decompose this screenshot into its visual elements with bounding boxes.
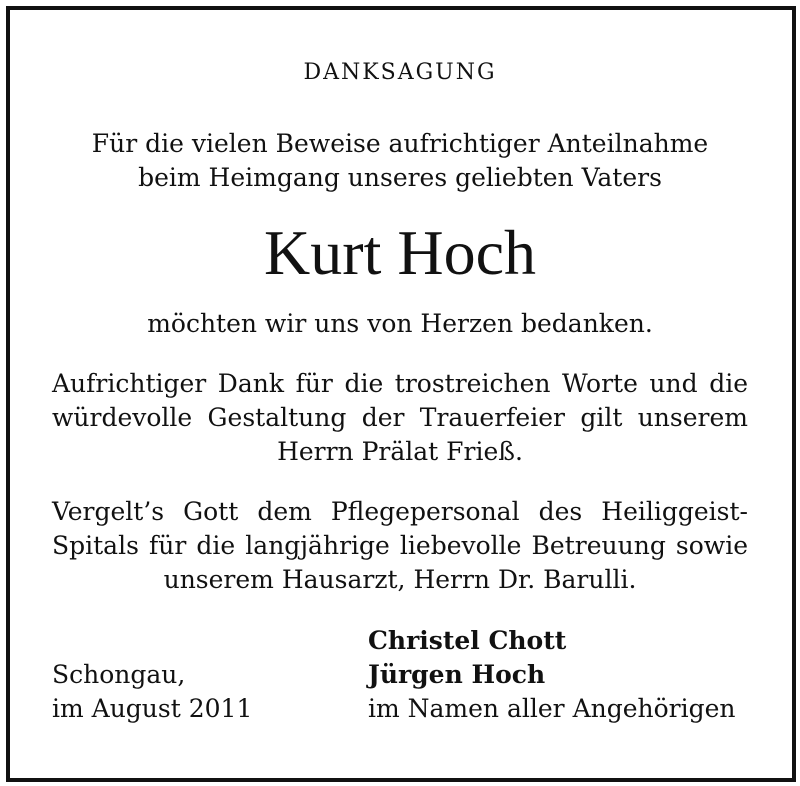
- thanks-line: möchten wir uns von Herzen bedanken.: [147, 309, 653, 338]
- intro-line: Für die vielen Beweise aufrichtiger Anteilnahme: [91, 129, 709, 158]
- date: im August 2011: [52, 694, 253, 723]
- paragraph-line: Vergelt’s Gott dem Pflegepersonal des Heiliggeist-: [52, 497, 748, 526]
- paragraph-line: würdevolle Gestaltung der Trauerfeier gilt unserem: [52, 403, 748, 432]
- place: Schongau,: [52, 660, 186, 689]
- signatures: [368, 624, 736, 726]
- paragraph-thanks-care: [52, 495, 748, 597]
- signatory-name: Jürgen Hoch: [368, 660, 546, 689]
- intro-text: [0, 127, 800, 195]
- intro-line: beim Heimgang unseres geliebten Vaters: [138, 163, 662, 192]
- deceased-name: Kurt Hoch: [264, 217, 536, 288]
- paragraph-line: unserem Hausarzt, Herrn Dr. Barulli.: [163, 565, 637, 594]
- place-date: [52, 658, 252, 726]
- paragraph-line: Aufrichtiger Dank für die trostreichen Worte und die: [52, 369, 748, 398]
- notice-heading: DANKSAGUNG: [303, 60, 497, 85]
- signatory-name: Christel Chott: [368, 626, 567, 655]
- paragraph-line: Spitals für die langjährige liebevolle Betreuung sowie: [52, 531, 748, 560]
- signature-note: im Namen aller Angehörigen: [368, 694, 736, 723]
- paragraph-thanks-clergy: [52, 367, 748, 469]
- paragraph-line: Herrn Prälat Frieß.: [277, 437, 523, 466]
